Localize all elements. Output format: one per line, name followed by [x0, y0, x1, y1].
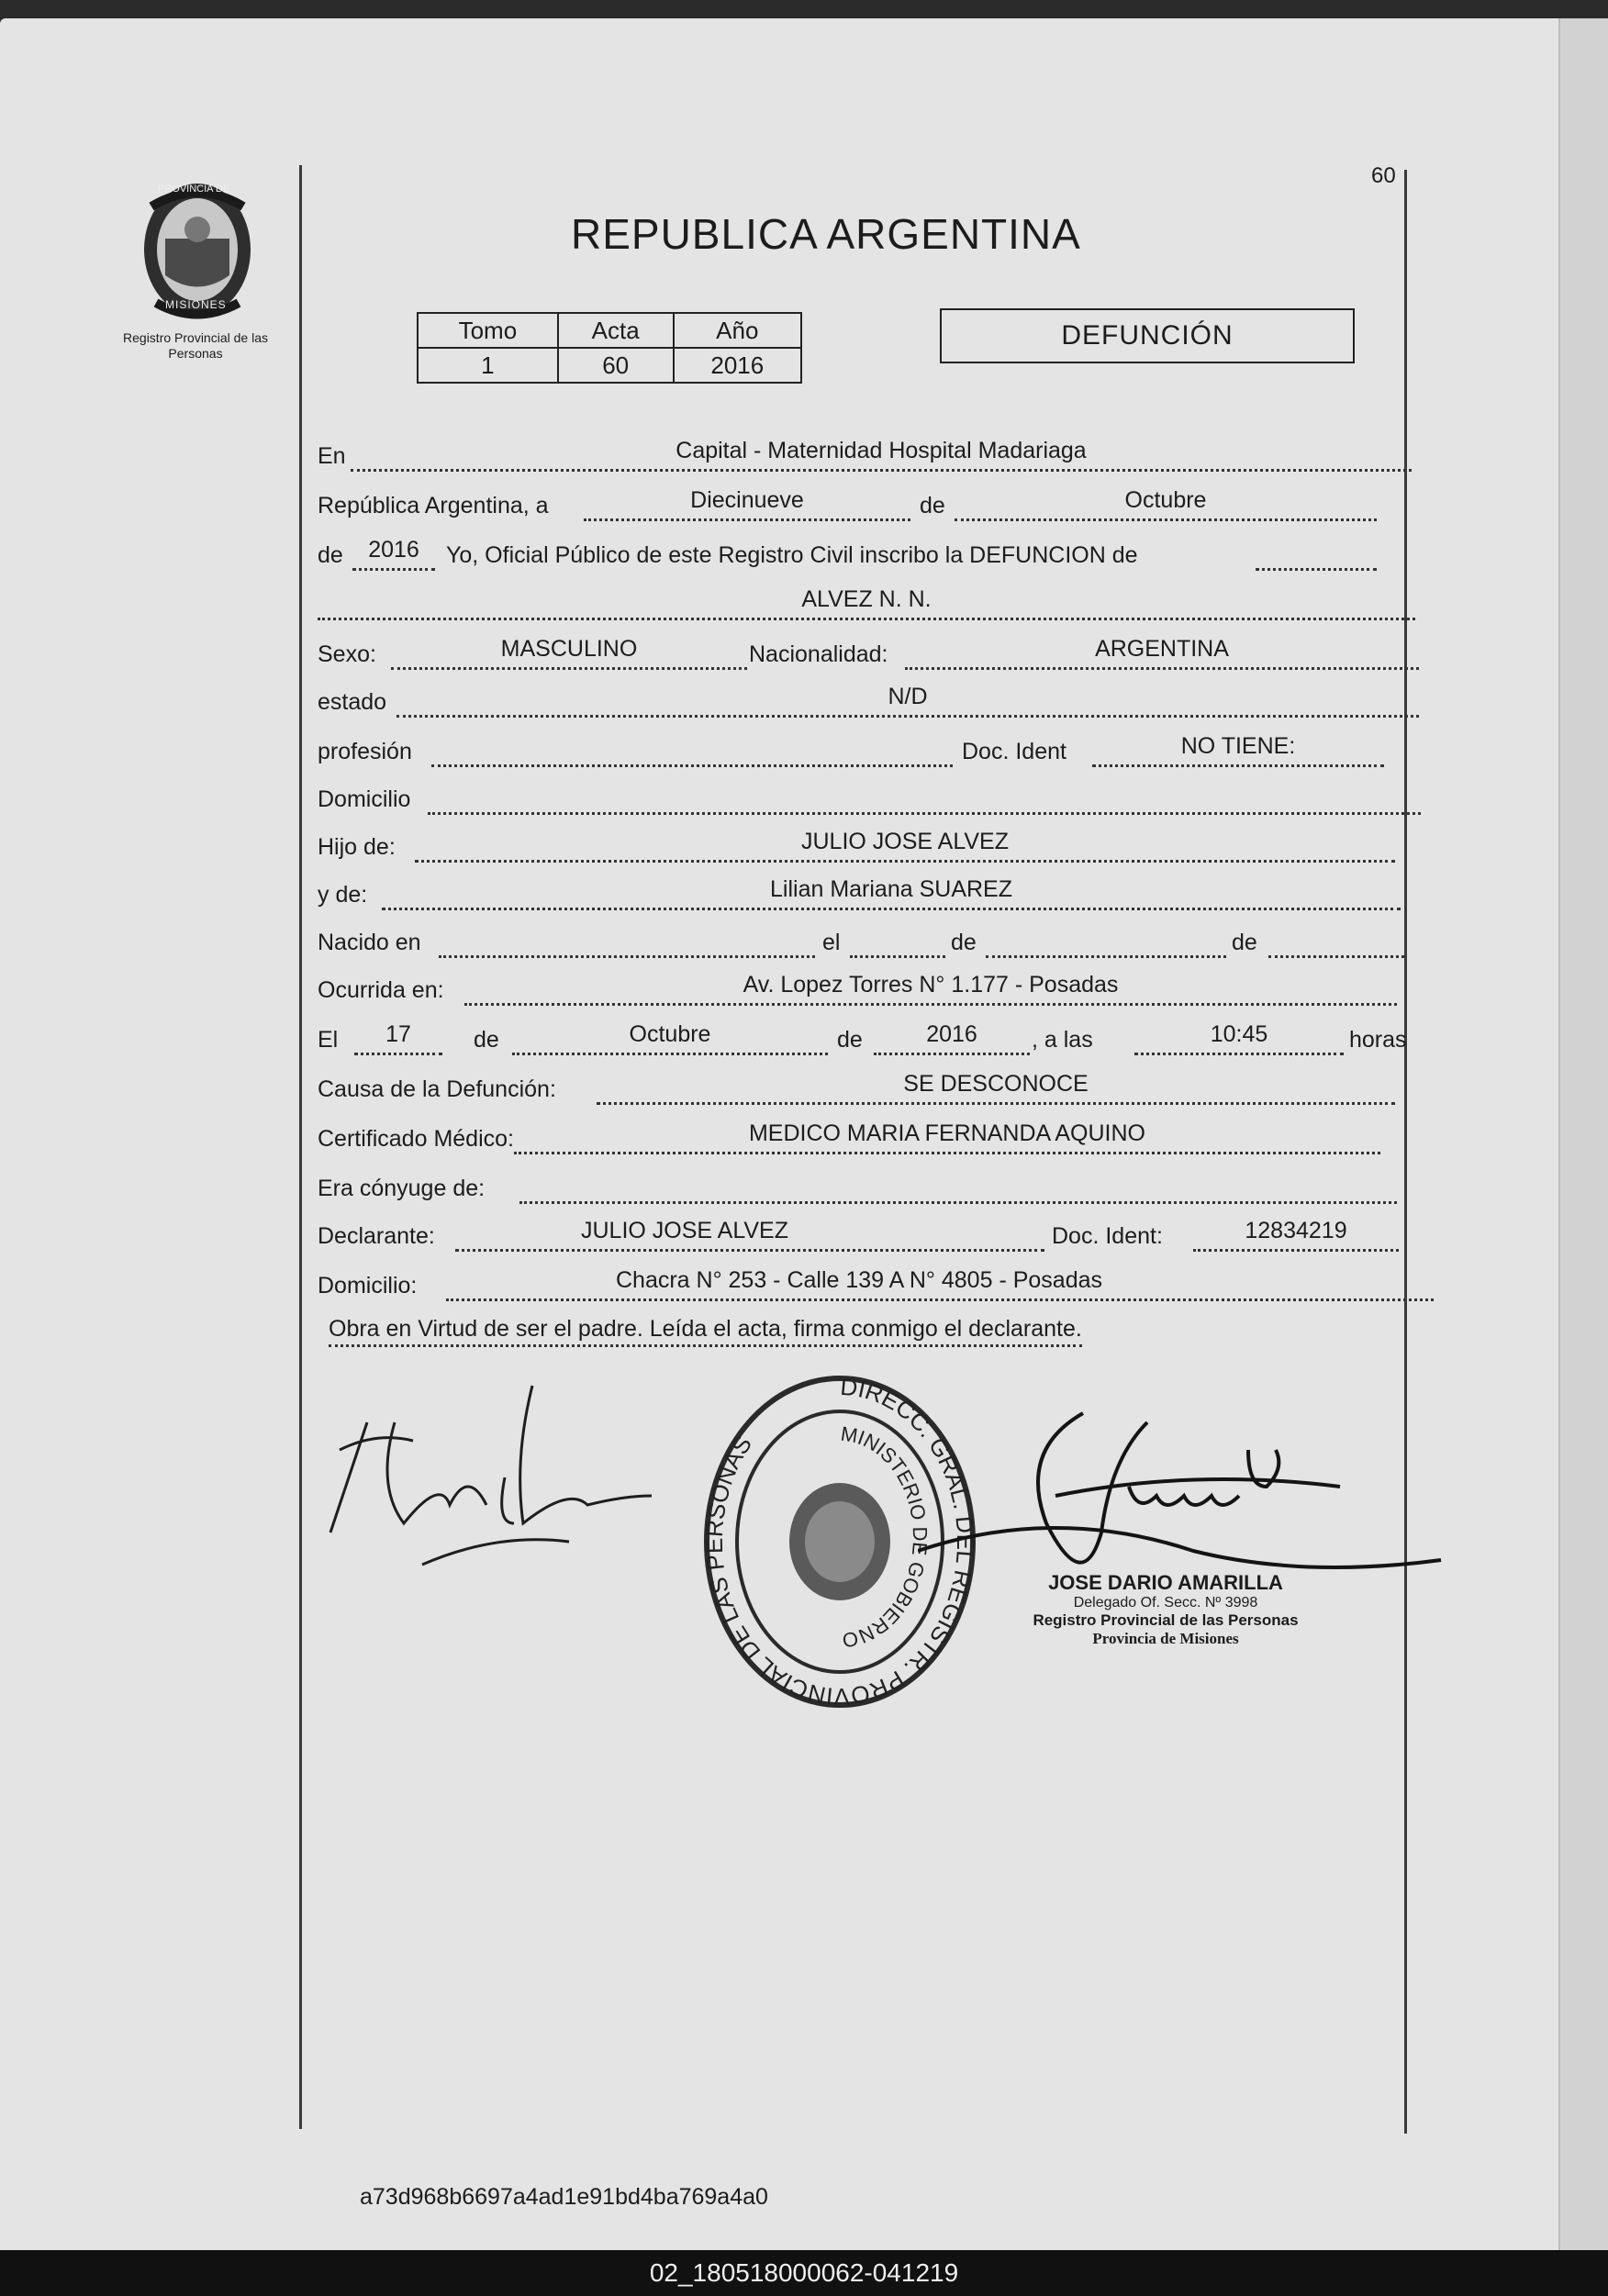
label-domicilio2: Domicilio:: [318, 1273, 418, 1298]
form-row-sexo: [318, 631, 1419, 672]
obra-text: Obra en Virtud de ser el padre. Leída el acta, firma conmigo el declarante.: [329, 1316, 1082, 1347]
fill-line: [439, 924, 815, 958]
value-day-words: Diecinueve: [690, 487, 804, 513]
label-hijo: Hijo de:: [318, 834, 396, 860]
value-ocurrida: Av. Lopez Torres N° 1.177 - Posadas: [743, 972, 1119, 998]
value-doc-ident2: 12834219: [1245, 1218, 1347, 1243]
label-el2: El: [318, 1027, 339, 1053]
table-value-cell: 2016: [674, 348, 801, 383]
emblem-top-label: PROVINCIA DE: [158, 184, 230, 195]
value-causa: SE DESCONOCE: [903, 1071, 1089, 1097]
value-estado: N/D: [888, 684, 928, 709]
official-stamp: [1000, 1571, 1331, 1648]
value-year: 2016: [368, 537, 419, 563]
label-de: de: [1232, 930, 1257, 955]
label-de: de: [951, 930, 977, 955]
label-domicilio: Domicilio: [318, 786, 411, 812]
page-edge: [1558, 18, 1608, 2250]
value-certificado: MEDICO MARIA FERNANDA AQUINO: [748, 1120, 1145, 1146]
value-death-year: 2016: [926, 1021, 977, 1047]
label-doc-ident2: Doc. Ident:: [1052, 1223, 1163, 1249]
label-year-prefix: de: [318, 542, 343, 568]
form-row-deceased: [318, 582, 1415, 622]
label-declarante: Declarante:: [318, 1223, 435, 1249]
label-republica: República Argentina, a: [318, 493, 549, 518]
value-declarante: JULIO JOSE ALVEZ: [580, 1218, 788, 1243]
value-death-time: 10:45: [1210, 1021, 1268, 1047]
left-border-line: [299, 165, 302, 2129]
form-row-hijo: [318, 824, 1395, 864]
table-header-cell: Año: [674, 313, 801, 348]
seal-inner-text: MINISTERIO DE GOBIERNO: [839, 1421, 932, 1653]
emblem-caption: [112, 169, 283, 184]
form-row-date: [318, 483, 1377, 523]
table-header-cell: Acta: [558, 313, 674, 348]
label-de: de: [474, 1027, 499, 1053]
form-row-declarante: [318, 1213, 1399, 1254]
form-row-estado: [318, 679, 1419, 719]
form-row-profesion: [318, 729, 1384, 769]
declarant-signature-icon: [312, 1367, 661, 1588]
value-doc-ident: NO TIENE:: [1180, 733, 1296, 759]
page-number: 60: [1371, 163, 1396, 188]
label-conyuge: Era cónyuge de:: [318, 1176, 486, 1201]
official-province: Provincia de Misiones: [1092, 1630, 1239, 1647]
document-hash: a73d968b6697a4ad1e91bd4ba769a4a0: [360, 2184, 768, 2210]
label-doc-ident: Doc. Ident: [962, 739, 1066, 764]
form-row-domicilio2: [318, 1263, 1434, 1303]
table-header-cell: Tomo: [418, 313, 558, 348]
value-month: Octubre: [1124, 487, 1207, 513]
form-row-certificado: [318, 1116, 1380, 1156]
form-row-nacido: [318, 920, 1404, 960]
form-row-oficial: [318, 532, 1377, 573]
value-padre: JULIO JOSE ALVEZ: [800, 829, 1009, 854]
form-row-causa: [318, 1066, 1395, 1107]
value-place: Capital - Maternidad Hospital Madariaga: [676, 438, 1087, 463]
table-header-row: [418, 313, 801, 348]
fill-line: [519, 1170, 1397, 1204]
table-value-row: [418, 348, 801, 383]
fill-line: [428, 781, 1421, 815]
document-type-box: DEFUNCIÓN: [940, 308, 1355, 363]
label-de: de: [920, 493, 945, 518]
table-value-cell: 60: [558, 348, 674, 383]
fill-line: [1256, 537, 1377, 571]
form-row-domicilio: [318, 776, 1421, 817]
fill-line: [986, 924, 1226, 958]
form-row-ocurrida: [318, 967, 1397, 1008]
value-death-day: 17: [385, 1021, 411, 1047]
page-title: REPUBLICA ARGENTINA: [571, 210, 1081, 258]
label-causa: Causa de la Defunción:: [318, 1076, 556, 1102]
registry-label: Registro Provincial de las Personas: [123, 330, 268, 361]
footer-code: 02_180518000062-041219: [649, 2258, 959, 2287]
table-value-cell: 1: [418, 348, 558, 383]
fill-line: [431, 733, 953, 767]
value-sexo: MASCULINO: [500, 636, 638, 662]
label-estado: estado: [318, 689, 387, 715]
label-en: En: [318, 443, 346, 469]
value-death-month: Octubre: [629, 1021, 711, 1047]
emblem-bottom-text: MISIONES: [165, 298, 227, 311]
label-oficial: Yo, Oficial Público de este Registro Civil inscribo la DEFUNCION de: [446, 542, 1138, 568]
form-row-obra: [318, 1310, 1434, 1351]
form-row-yde: [318, 872, 1401, 912]
record-table: [417, 312, 802, 384]
fill-line: [850, 924, 945, 958]
footer-bar: [0, 2250, 1608, 2296]
form-row-el: [318, 1017, 1428, 1057]
label-de: de: [837, 1027, 863, 1053]
label-el: el: [822, 930, 841, 955]
label-y-de: y de:: [318, 882, 368, 908]
label-nacido: Nacido en: [318, 930, 421, 955]
label-nacionalidad: Nacionalidad:: [749, 641, 888, 667]
value-nacionalidad: ARGENTINA: [1095, 636, 1229, 662]
official-name: JOSE DARIO AMARILLA: [1048, 1571, 1283, 1594]
fill-line: [1268, 924, 1404, 958]
document-page: [0, 18, 1608, 2250]
label-a-las: , a las: [1032, 1027, 1093, 1053]
value-madre: Lilian Mariana SUAREZ: [770, 876, 1012, 902]
form-row-place: [318, 433, 1412, 474]
official-org: Registro Provincial de las Personas: [1033, 1611, 1299, 1629]
official-role: Delegado Of. Secc. Nº 3998: [1073, 1595, 1258, 1611]
label-sexo: Sexo:: [318, 641, 376, 667]
label-certificado: Certificado Médico:: [318, 1126, 514, 1152]
label-profesion: profesión: [318, 739, 412, 764]
label-horas: horas: [1349, 1027, 1407, 1053]
value-domicilio2: Chacra N° 253 - Calle 139 A N° 4805 - Posadas: [615, 1267, 1103, 1293]
form-row-conyuge: [318, 1165, 1397, 1206]
seal-outer-text: DIRECC. GRAL. DEL REGISTR. PROVINCIAL DE LAS PERSONAS: [699, 1372, 979, 1711]
label-ocurrida: Ocurrida en:: [318, 977, 444, 1003]
value-deceased-name: ALVEZ N. N.: [801, 586, 932, 612]
